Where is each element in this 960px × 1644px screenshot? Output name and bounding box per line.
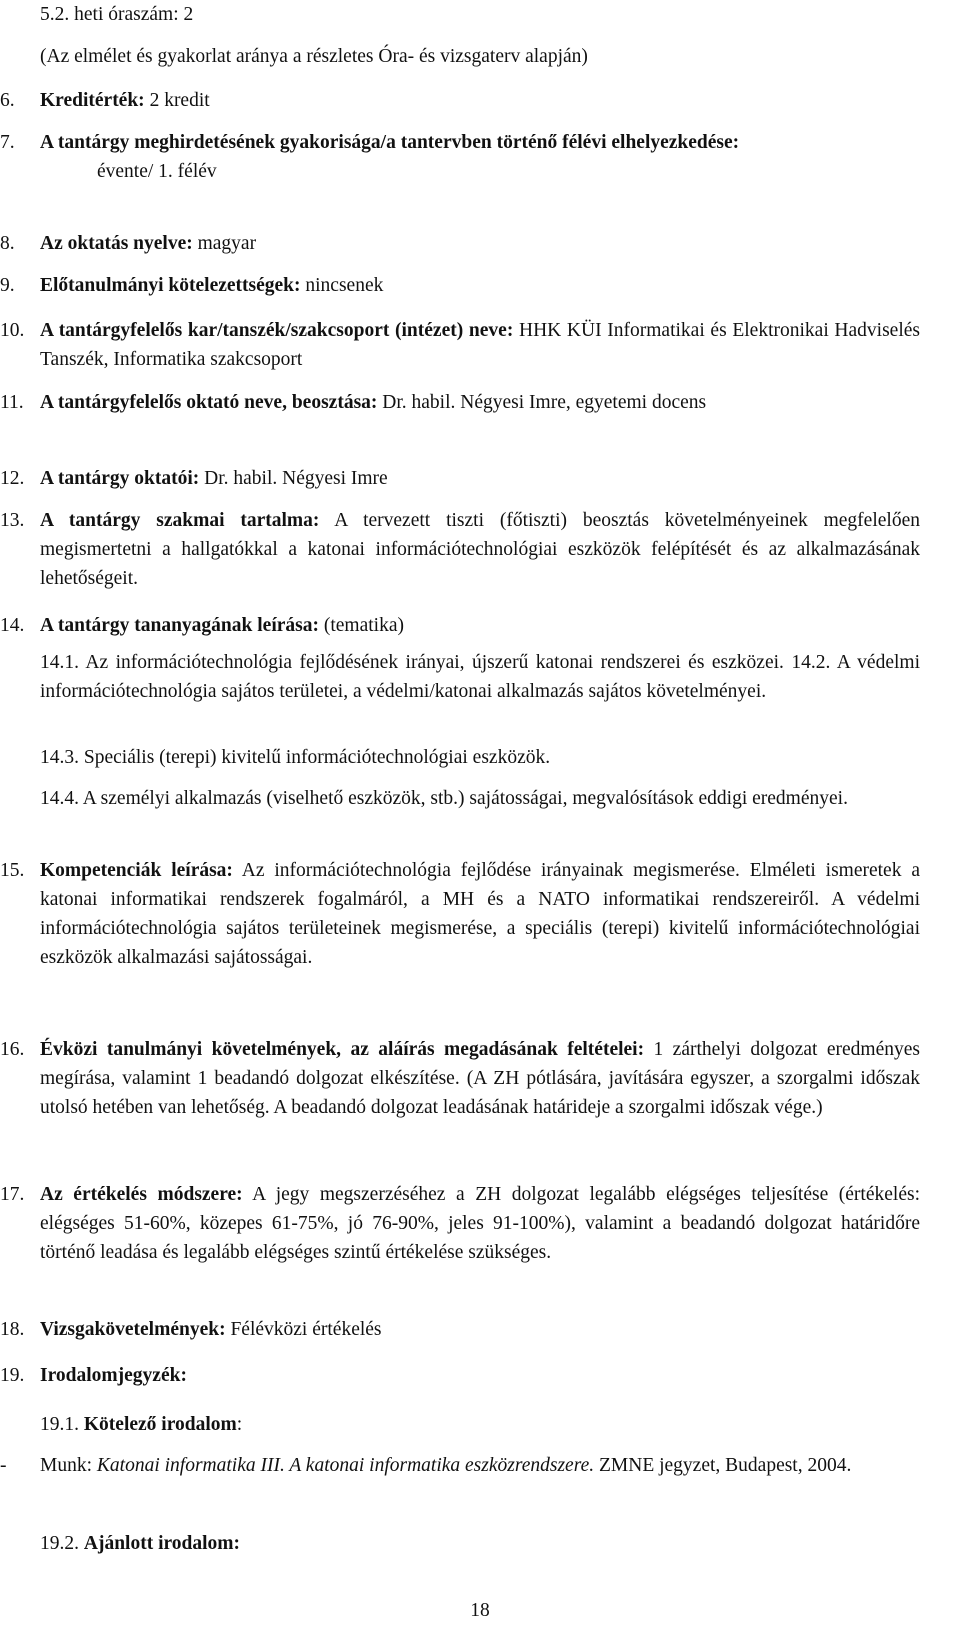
item-number: 16. [0, 1039, 25, 1060]
ratio-note: (Az elmélet és gyakorlat aránya a részletes Óra- és vizsgaterv alapján) [40, 46, 588, 67]
item-number: 7. [0, 132, 15, 153]
item-value: nincsenek [305, 275, 384, 296]
ref-author: Munk: [40, 1455, 93, 1476]
item-7 [0, 128, 960, 186]
item-number: 19.2. [40, 1533, 79, 1554]
list-dash: - [0, 1455, 7, 1476]
item-14 [0, 611, 960, 640]
item-16 [0, 1035, 960, 1122]
item-number: 10. [0, 320, 25, 341]
item-label: Az értékelés módszere: [40, 1184, 243, 1205]
item-text: heti óraszám: 2 [74, 4, 194, 25]
item-label: Előtanulmányi kötelezettségek: [40, 275, 301, 296]
reference-item [0, 1451, 960, 1480]
item-label: Vizsgakövetelmények: [40, 1319, 226, 1340]
item-label: A tantárgy meghirdetésének gyakorisága/a tantervben történő félévi elhelyezkedése: [40, 132, 740, 153]
item-12 [0, 464, 960, 493]
item-11 [0, 388, 960, 417]
item-label: Az oktatás nyelve: [40, 233, 193, 254]
item-14-4: 14.4. A személyi alkalmazás (viselhető eszközök, stb.) sajátosságai, megvalósítások eddigi eredményei. [40, 788, 848, 809]
item-value: Az információtechnológia fejlődése irányainak megismerése. Elméleti ismeretek a katonai informatikai rendszerek fogalmáról, a MH és a NATO informatikai rendszereiről. A védelmi információtechnológia sajátos területeinek megismerése, a speciális (terepi) kivitelű információtechnológiai eszközök alkalmazási sajátosságai. [40, 860, 920, 968]
item-value: (tematika) [323, 615, 404, 636]
item-label: Kompetenciák leírása: [40, 860, 233, 881]
item-label: A tantárgyfelelős kar/tanszék/szakcsoport (intézet) neve: [40, 320, 514, 341]
page-number: 18 [470, 1600, 490, 1621]
item-number: 8. [0, 233, 15, 254]
item-label: Irodalomjegyzék: [40, 1365, 187, 1386]
item-label: Évközi tanulmányi követelmények, az aláírás megadásának feltételei: [40, 1039, 645, 1060]
item-10 [0, 316, 960, 374]
item-value: Dr. habil. Négyesi Imre, egyetemi docens [382, 392, 707, 413]
item-5-2 [0, 0, 960, 29]
item-19 [0, 1361, 960, 1390]
item-label: A tantárgy szakmai tartalma: [40, 510, 320, 531]
item-label: A tantárgy tananyagának leírása: [40, 615, 319, 636]
item-18 [0, 1315, 960, 1344]
ref-rest: ZMNE jegyzet, Budapest, 2004. [598, 1455, 852, 1476]
item-15 [0, 856, 960, 972]
item-number: 19.1. [40, 1414, 79, 1435]
item-number: 18. [0, 1319, 25, 1340]
item-number: 13. [0, 510, 25, 531]
item-label: Kötelező irodalom [83, 1414, 237, 1435]
item-label: A tantárgy oktatói: [40, 468, 200, 489]
ref-title: Katonai informatika III. A katonai informatika eszközrendszere. [96, 1455, 595, 1476]
item-14-3: 14.3. Speciális (terepi) kivitelű információtechnológiai eszközök. [40, 747, 551, 768]
item-value: Félévközi értékelés [230, 1319, 382, 1340]
item-19-1: 19.1. Kötelező irodalom: [40, 1414, 243, 1435]
item-value: magyar [197, 233, 257, 254]
item-17 [0, 1180, 960, 1267]
item-label: Kreditérték: [40, 90, 145, 111]
item-value: Dr. habil. Négyesi Imre [204, 468, 388, 489]
item-number: 5.2. [40, 4, 70, 25]
item-number: 11. [0, 392, 24, 413]
item-9 [0, 271, 960, 300]
item-value: évente/ 1. félév [97, 161, 217, 182]
item-value: HHK KÜI Informatikai és Elektronikai Hadviselés Tanszék, Informatika szakcsoport [40, 320, 920, 370]
item-19-2 [0, 1529, 960, 1558]
item-number: 6. [0, 90, 15, 111]
item-number: 19. [0, 1365, 25, 1386]
item-value: A jegy megszerzéséhez a ZH dolgozat legalább elégséges teljesítése (értékelés: elégséges 51-60%, közepes 61-75%, jó 76-90%, jeles 91-100%), valamint a beadandó dolgozat határidőre történő leadása és legalább elégséges szintű értékelése szükséges. [40, 1184, 920, 1263]
item-number: 17. [0, 1184, 25, 1205]
item-6 [0, 86, 960, 115]
item-label: Ajánlott irodalom: [83, 1533, 241, 1554]
item-13 [0, 506, 960, 593]
item-value: A tervezett tiszti (főtiszti) beosztás követelményeinek megfelelően megismertetni a hallgatókkal a katonai információtechnológiai eszközök felépítését és az alkalmazásának lehetőségeit. [40, 510, 920, 589]
item-number: 14. [0, 615, 25, 636]
item-label: A tantárgyfelelős oktató neve, beosztása: [40, 392, 378, 413]
item-value: 2 kredit [149, 90, 210, 111]
item-value: 1 zárthelyi dolgozat eredményes megírása, valamint 1 beadandó dolgozat elkészítése. (A ZH pótlására, javítására egyszer, a szorgalmi időszak utolsó hetében van lehetőség. A beadandó dolgozat leadásának határideje a szorgalmi időszak vége.) [40, 1039, 920, 1118]
item-8 [0, 229, 960, 258]
item-number: 12. [0, 468, 25, 489]
item-number: 15. [0, 860, 25, 881]
item-14-1: 14.1. Az információtechnológia fejlődésének irányai, újszerű katonai rendszerei és eszközei. 14.2. A védelmi információtechnológia sajátos területei, a védelmi/katonai alkalmazás sajátos követelményei. [40, 652, 920, 702]
item-number: 9. [0, 275, 15, 296]
